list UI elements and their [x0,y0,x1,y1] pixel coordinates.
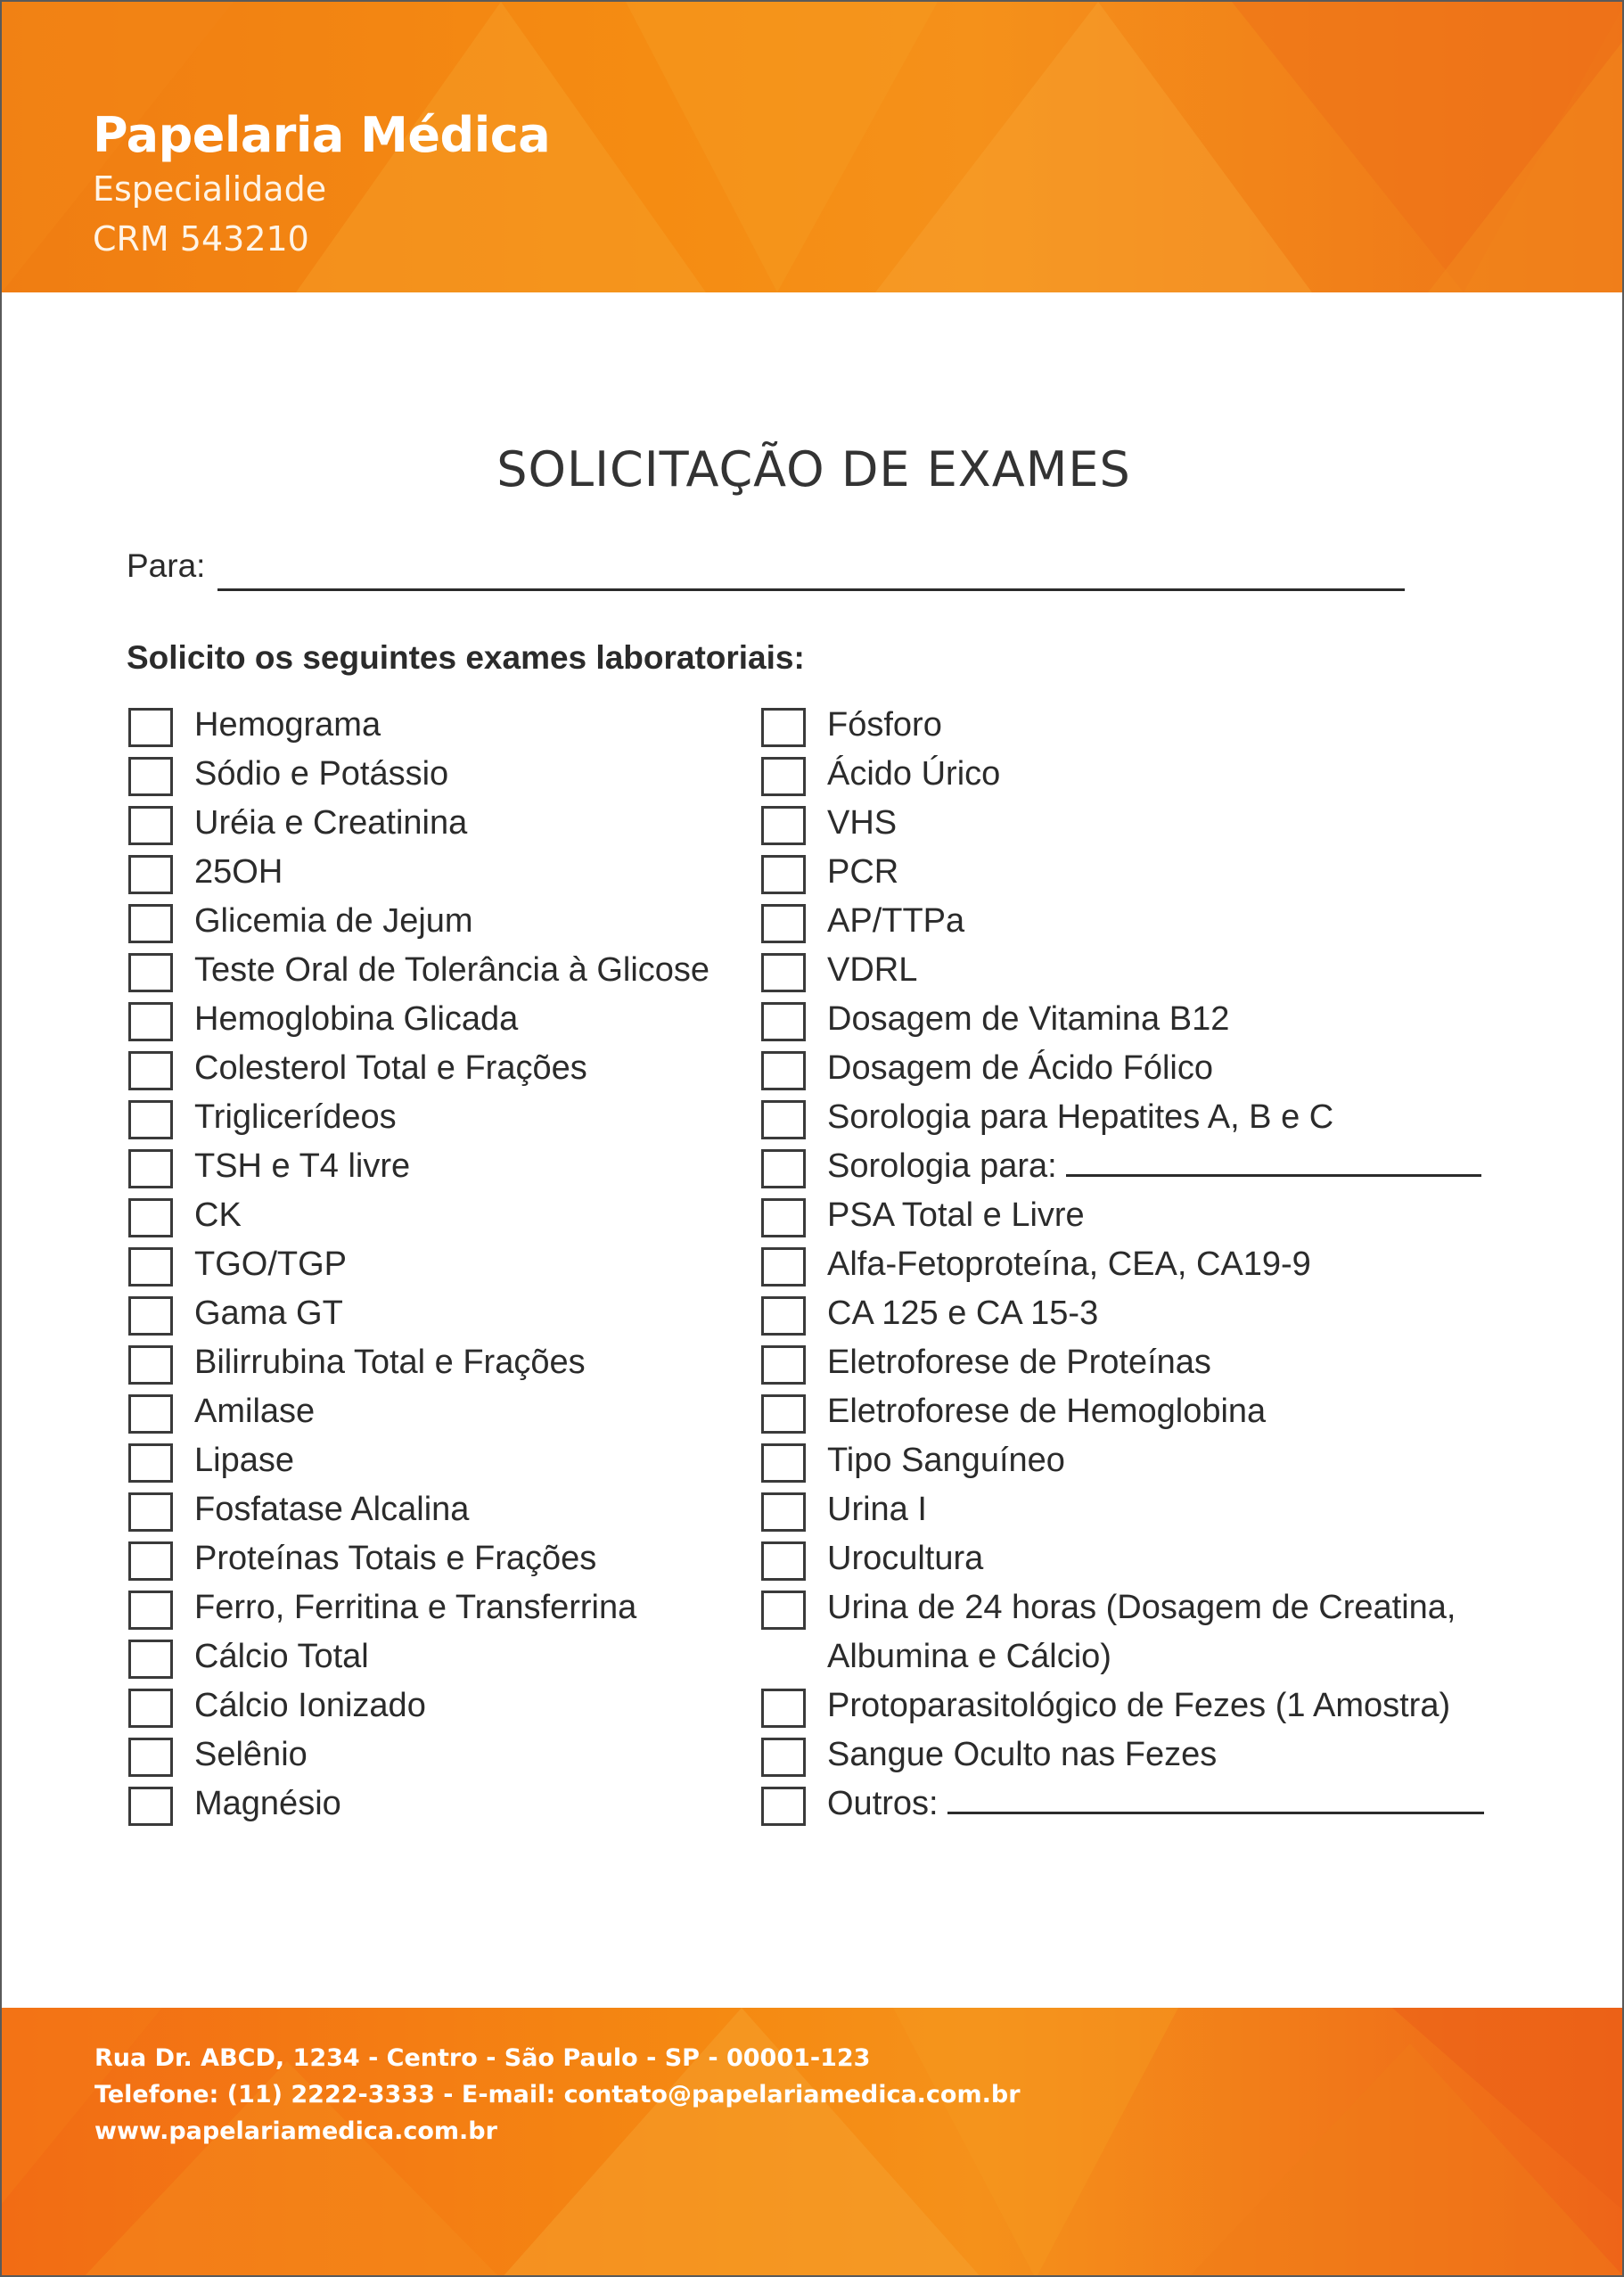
checkbox[interactable] [128,806,173,845]
exam-item [761,1049,1501,1098]
exam-item [128,1442,743,1491]
checkbox[interactable] [128,904,173,943]
exam-label: Sorologia para Hepatites A, B e C [827,1098,1334,1136]
checkbox[interactable] [128,1787,173,1826]
exam-item [761,1442,1501,1491]
exam-label: Triglicerídeos [194,1098,397,1136]
exam-item [761,1589,1501,1687]
exam-list-left [128,706,743,1834]
exam-label: Ferro, Ferritina e Transferrina [194,1589,637,1626]
exam-item [761,951,1501,1000]
exam-label: Dosagem de Ácido Fólico [827,1049,1213,1087]
checkbox[interactable] [761,1443,806,1483]
exam-item [128,1687,743,1736]
exam-label: Fósforo [827,706,942,744]
checkbox[interactable] [761,1247,806,1286]
exam-label: Urocultura [827,1540,984,1577]
outros-fill-line[interactable] [947,1780,1484,1814]
exam-label: TSH e T4 livre [194,1147,411,1185]
exam-label: Sangue Oculto nas Fezes [827,1736,1218,1773]
checkbox[interactable] [128,1100,173,1139]
checkbox[interactable] [761,855,806,894]
brand-block [93,107,550,264]
checkbox[interactable] [761,1541,806,1581]
exam-label: Cálcio Ionizado [194,1687,426,1724]
checkbox[interactable] [128,1443,173,1483]
exam-label: Urina I [827,1491,927,1528]
exam-item [761,1785,1501,1834]
exam-label: Colesterol Total e Frações [194,1049,587,1087]
checkbox[interactable] [761,806,806,845]
checkbox[interactable] [761,1738,806,1777]
exam-item [761,1393,1501,1442]
para-fill-line[interactable] [217,588,1405,591]
checkbox[interactable] [761,757,806,796]
exam-label: Alfa-Fetoproteína, CEA, CA19-9 [827,1245,1311,1283]
exam-item [128,1540,743,1589]
exam-item [761,755,1501,804]
exam-label: PSA Total e Livre [827,1196,1085,1234]
exam-label: Fosfatase Alcalina [194,1491,470,1528]
checkbox[interactable] [128,757,173,796]
checkbox[interactable] [128,1247,173,1286]
exam-item [761,1540,1501,1589]
exam-item [128,1049,743,1098]
exam-label: 25OH [194,853,283,891]
exam-label: Proteínas Totais e Frações [194,1540,597,1577]
exam-item [761,804,1501,853]
exam-label: Teste Oral de Tolerância à Glicose [194,951,710,989]
checkbox[interactable] [761,1198,806,1237]
exam-label: Selênio [194,1736,308,1773]
checkbox[interactable] [761,1787,806,1826]
checkbox[interactable] [761,1492,806,1532]
exam-label: Bilirrubina Total e Frações [194,1344,586,1381]
checkbox[interactable] [128,1640,173,1679]
exam-label: Lipase [194,1442,294,1479]
exam-item [761,1000,1501,1049]
exam-label: Ácido Úrico [827,755,1001,793]
checkbox[interactable] [761,1149,806,1188]
checkbox[interactable] [128,708,173,747]
checkbox[interactable] [761,708,806,747]
exam-label: Sorologia para: [827,1147,1057,1185]
exam-label: Hemoglobina Glicada [194,1000,519,1038]
exam-label: TGO/TGP [194,1245,347,1283]
exam-item [128,1295,743,1344]
exam-item [761,1147,1501,1196]
exam-label: Protoparasitológico de Fezes (1 Amostra) [827,1687,1451,1724]
exam-label: CK [194,1196,242,1234]
exam-label: Tipo Sanguíneo [827,1442,1065,1479]
exam-item [128,1736,743,1785]
exam-item [128,1638,743,1687]
checkbox[interactable] [128,1738,173,1777]
checkbox[interactable] [128,953,173,992]
exam-item [128,755,743,804]
exam-label: VDRL [827,951,918,989]
checkbox[interactable] [761,1051,806,1090]
exam-item [128,804,743,853]
brand-name: Papelaria Médica [93,107,551,163]
footer-address: Rua Dr. ABCD, 1234 - Centro - São Paulo - SP - 00001-123 [94,2044,871,2072]
exam-item [128,902,743,951]
exam-label: Urina de 24 horas (Dosagem de Creatina, Albumina e Cálcio) [827,1589,1456,1675]
exam-label: Glicemia de Jejum [194,902,473,940]
checkbox[interactable] [761,953,806,992]
exam-item [128,1147,743,1196]
exam-label: Cálcio Total [194,1638,369,1675]
para-label: Para: [127,547,206,584]
form-subtitle: Solicito os seguintes exames laboratoriais: [127,639,805,676]
exam-item [761,1344,1501,1393]
exam-item [761,1098,1501,1147]
footer-website[interactable]: www.papelariamedica.com.br [94,2117,497,2145]
header-banner [2,2,1624,292]
exam-item [128,1245,743,1295]
checkbox[interactable] [128,1051,173,1090]
checkbox[interactable] [761,1394,806,1434]
exam-label-with-blank [827,1780,1484,1829]
sorologia-fill-line[interactable] [1066,1142,1481,1177]
exam-item [761,1295,1501,1344]
exam-item [128,1491,743,1540]
checkbox[interactable] [128,1198,173,1237]
exam-item [761,1196,1501,1245]
exam-item [128,1196,743,1245]
exam-label: Hemograma [194,706,381,744]
checkbox[interactable] [128,855,173,894]
checkbox[interactable] [761,1296,806,1336]
exam-item [761,853,1501,902]
exam-item [761,1491,1501,1540]
exam-label: PCR [827,853,899,891]
exam-label: Eletroforese de Proteínas [827,1344,1211,1381]
exam-item [761,902,1501,951]
checkbox[interactable] [128,1492,173,1532]
exam-item [761,706,1501,755]
checkbox[interactable] [761,904,806,943]
exam-item [128,706,743,755]
footer-contact-block [94,2040,1021,2150]
footer-banner [2,2008,1624,2277]
exam-label: Amilase [194,1393,316,1430]
checkbox[interactable] [761,1002,806,1041]
exam-item [128,1589,743,1638]
exam-item [128,1344,743,1393]
exam-label-with-blank [827,1142,1481,1191]
checkbox[interactable] [128,1541,173,1581]
crm-number: CRM 543210 [93,219,309,259]
exam-item [128,853,743,902]
form-title: SOLICITAÇÃO DE EXAMES [496,441,1131,497]
checkbox[interactable] [128,1591,173,1630]
exam-item [128,951,743,1000]
exam-label: AP/TTPa [827,902,965,940]
exam-label: Uréia e Creatinina [194,804,468,842]
checkbox[interactable] [128,1002,173,1041]
checkbox[interactable] [128,1149,173,1188]
exam-item [128,1098,743,1147]
exam-label: VHS [827,804,898,842]
exam-label: Dosagem de Vitamina B12 [827,1000,1230,1038]
exam-list-right [761,706,1501,1834]
exam-item [761,1245,1501,1295]
exam-item [128,1785,743,1834]
exam-item [128,1000,743,1049]
checkbox[interactable] [128,1394,173,1434]
checkbox[interactable] [761,1100,806,1139]
exam-label: Sódio e Potássio [194,755,449,793]
footer-contact: Telefone: (11) 2222-3333 - E-mail: contato@papelariamedica.com.br [94,2081,1021,2108]
exam-label: CA 125 e CA 15-3 [827,1295,1099,1332]
checkbox[interactable] [761,1689,806,1728]
checkbox[interactable] [128,1689,173,1728]
exam-label: Magnésio [194,1785,341,1822]
exam-item [761,1687,1501,1736]
checkbox[interactable] [128,1296,173,1336]
checkbox[interactable] [128,1345,173,1385]
specialty-text: Especialidade [93,169,327,209]
checkbox[interactable] [761,1591,806,1630]
exam-label: Gama GT [194,1295,343,1332]
exam-item [128,1393,743,1442]
exam-label: Eletroforese de Hemoglobina [827,1393,1267,1430]
checkbox[interactable] [761,1345,806,1385]
exam-item [761,1736,1501,1785]
exam-label: Outros: [827,1785,939,1822]
